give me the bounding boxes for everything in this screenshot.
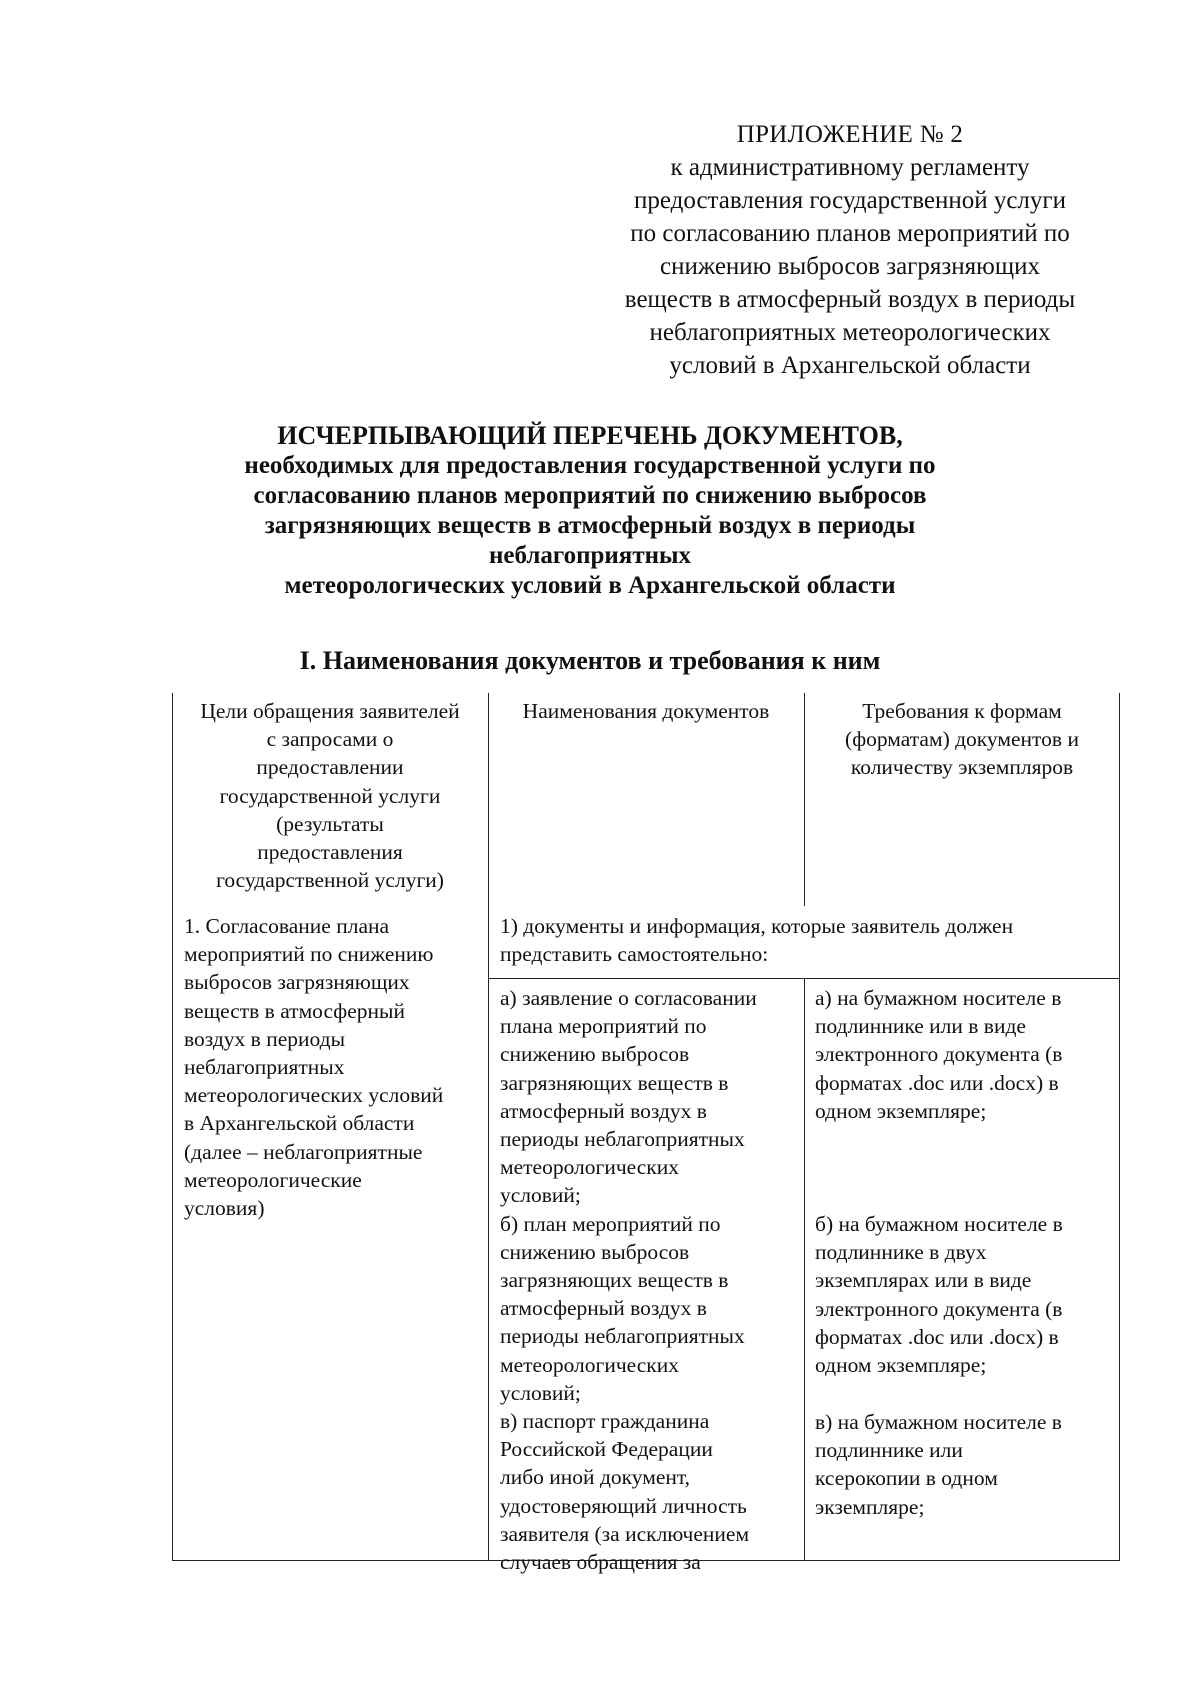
appendix-line: неблагоприятных метеорологических xyxy=(649,319,1051,346)
documents-subheader: 1) документы и информация, которые заявитель должен представить самостоятельно: xyxy=(500,914,1014,967)
table-border-right xyxy=(1119,693,1120,1560)
appendix-title: ПРИЛОЖЕНИЕ № 2 xyxy=(736,121,964,148)
appendix-line: веществ в атмосферный воздух в периоды xyxy=(624,286,1076,313)
heading-main: ИСЧЕРПЫВАЮЩИЙ ПЕРЕЧЕНЬ ДОКУМЕНТОВ, xyxy=(277,421,903,450)
heading-line: необходимых для предоставления государственной услуги по xyxy=(244,452,936,479)
appendix-line: по согласованию планов мероприятий по xyxy=(630,220,1070,247)
table-border-left xyxy=(172,693,173,1560)
appendix-line: условий в Архангельской области xyxy=(669,352,1031,379)
header-goals: Цели обращения заявителей с запросами о предоставлении государственной услуги (результаты предоставления государственной услуги) xyxy=(200,699,460,893)
requirement-b: б) на бумажном носителе в подлиннике в двух экземплярах или в виде электронного документа (в форматах .doc или .docx) в одном экземпляре; xyxy=(815,1212,1063,1378)
documents-cell: а) заявление о согласовании плана мероприятий по снижению выбросов загрязняющих веществ в атмосферный воздух в периоды неблагоприятных метеорологических условий; б) план мероприятий по снижению выбросов загрязняющих веществ в атмосферный воздух в периоды неблагоприятных метеорологических условий; в) паспорт гражданина Российской Федерации либо иной документ, удостоверяющий личность заявителя (за исключением случаев обращения за xyxy=(500,986,757,1575)
subheader-divider xyxy=(488,978,1120,979)
header-requirements: Требования к формам (форматам) документов и количеству экземпляров xyxy=(845,699,1079,780)
header-documents: Наименования документов xyxy=(522,699,770,723)
goal-cell: 1. Согласование плана мероприятий по снижению выбросов загрязняющих веществ в атмосферный воздух в периоды неблагоприятных метеорологических условий в Архангельской области (далее – неблагоприятные метеорологические условия) xyxy=(184,914,444,1221)
heading-line: метеорологических условий в Архангельской области xyxy=(284,572,896,599)
column-divider-2-body xyxy=(804,978,805,1560)
section-title: I. Наименования документов и требования к ним xyxy=(299,646,881,675)
heading-line: согласованию планов мероприятий по снижению выбросов xyxy=(253,482,927,509)
heading-line: неблагоприятных xyxy=(488,542,692,569)
requirement-c: в) на бумажном носителе в подлиннике или ксерокопии в одном экземпляре; xyxy=(815,1410,1062,1519)
appendix-line: предоставления государственной услуги xyxy=(633,187,1067,214)
appendix-block xyxy=(590,118,1110,382)
requirement-a: а) на бумажном носителе в подлиннике или в виде электронного документа (в форматах .doc или .docx) в одном экземпляре; xyxy=(815,986,1063,1123)
column-divider-1 xyxy=(488,693,489,1560)
column-divider-2-header xyxy=(804,693,805,906)
heading-line: загрязняющих веществ в атмосферный воздух в периоды xyxy=(264,512,916,539)
document-heading xyxy=(150,421,1030,601)
appendix-line: к административному регламенту xyxy=(670,154,1030,181)
appendix-line: снижению выбросов загрязняющих xyxy=(660,253,1040,280)
